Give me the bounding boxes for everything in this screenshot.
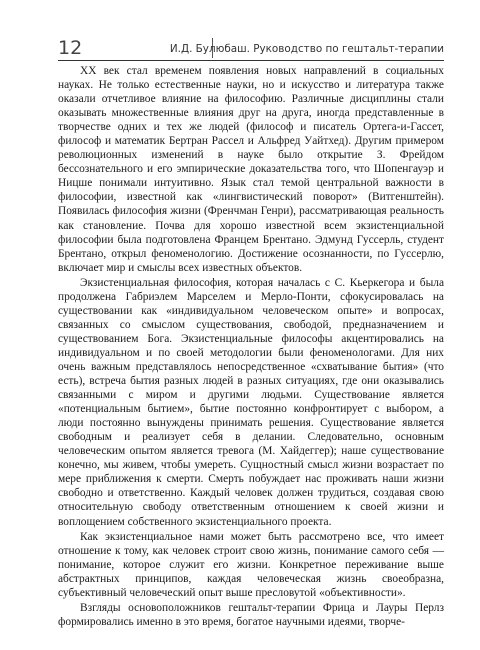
paragraph-3: Как экзистенциальное нами может быть рассмотрено все, что имеет отношение к тому, как человек строит свою жизнь, понимание самого себя — понимание, которое служит его жизни. Конкретное переживание выше абстрактных принципов, каждая человеческая жизнь своеобразна, субъективный человеческий опыт выше пресловутой «объективности». (58, 530, 444, 599)
page-header (58, 37, 444, 61)
running-title: И.Д. Булюбаш. Руководство по гештальт-терапии (169, 43, 444, 55)
header-rule (58, 60, 444, 61)
paragraph-1: XX век стал временем появления новых направлений в социальных науках. Не только естественные науки, но и искусство и литература также оказали отчетливое влияние на философию. Различные дисциплины стали оказывать множественные влияния друг на друга, иногда представленные в творчестве одних и тех же людей (философ и писатель Ортега-и-Гассет, философ и математик Бертран Рассел и Альфред Уайтхед). Другим примером революционных изменений в науке было открытие З. Фрейдом бессознательного и его эмпирические доказательства того, что Шопенгауэр и Ницше понимали интуитивно. Язык стал темой центральной важности в философии, известной как «лингвистический поворот» (Витгенштейн). Появилась философия жизни (Френчман Генри), рассматривающая реальность как становление. Почва для хорошо известной всем экзистенциальной философии была подготовлена Францем Брентано. Эдмунд Гуссерль, студент Брентано, открыл феноменологию. Достижение осознанности, по Гуссерлю, включает мир и смыслы всех известных объектов. (58, 65, 444, 274)
page-body (58, 64, 444, 629)
paragraph-2: Экзистенциальная философия, которая началась с С. Кьеркегора и была продолжена Габриэлем Марселем и Мерло-Понти, сфокусировалась на существовании как «индивидуальном человеческом опыте» и вопросах, связанных со смыслом существования, свободой, предназначением и существованием Бога. Экзистенциальные философы акцентировались на индивидуальном и по своей методологии были феноменологами. Для них очень важным представлялось непосредственное «схватывание бытия» (что есть), встреча бытия разных людей в разных ситуациях, где они оказывались связанными с миром и другими людьми. Существование является «потенциальным бытием», бытие постоянно конфронтирует с выбором, а люди постоянно вынуждены принимать решения. Существование является свободным и реализует себя в делании. Следовательно, основным человеческим опытом является тревога (М. Хайдеггер); наше существование конечно, мы живем, чтобы умереть. Сущностный смысл жизни возрастает по мере приближения к смерти. Смерть побуждает нас проживать наши жизни свободно и ответственно. Каждый человек должен трудиться, создавая свою относительную свободу ответственным отношением к своей жизни и воплощением собственного экзистенциального проекта. (58, 276, 444, 528)
page-number: 12 (58, 37, 83, 59)
paragraph-4: Взгляды основоположников гештальт-терапии Фрица и Лауры Перлз формировались именно в это время, богатое научными идеями, творче- (58, 601, 444, 628)
